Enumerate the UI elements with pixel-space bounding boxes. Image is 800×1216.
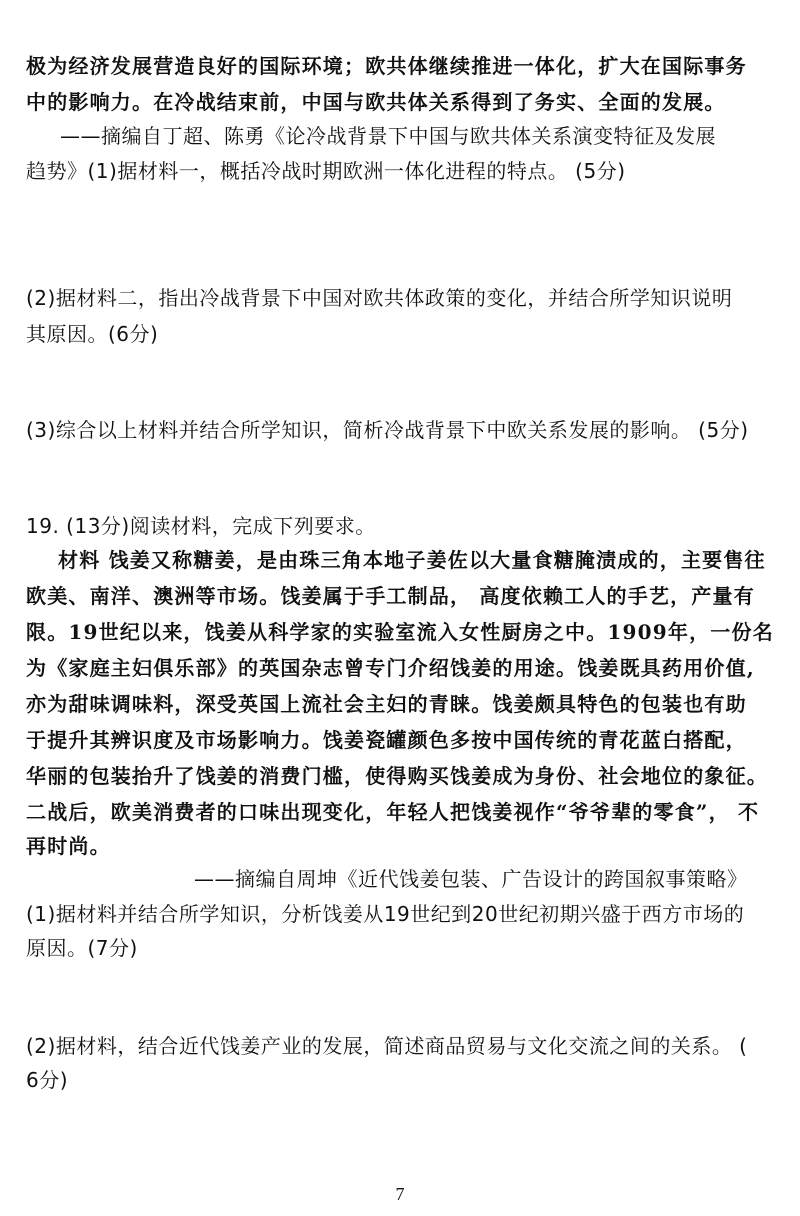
question-19-1-line-1: (1)据材料并结合所学知识，分析饯姜从19世纪到20世纪初期兴盛于西方市场的	[26, 902, 745, 926]
question-19-2-line-2: 6分)	[26, 1068, 69, 1092]
material-2-source-line-2: 趋势》(1)据材料一，概括冷战时期欧洲一体化进程的特点。 (5分)	[26, 159, 626, 183]
question-19-material-line-2: 欧美、南洋、澳洲等市场。饯姜属于手工制品， 高度依赖工人的手艺，产量有	[26, 584, 755, 608]
question-19-material-line-7: 华丽的包装抬升了饯姜的消费门槛，使得购买饯姜成为身份、社会地位的象征。	[26, 764, 768, 788]
question-18-3: (3)综合以上材料并结合所学知识，简析冷战背景下中欧关系发展的影响。 (5分)	[26, 418, 749, 442]
question-19-material-line-9: 再时尚。	[26, 834, 111, 858]
page-number: 7	[395, 1184, 405, 1204]
question-19-material-line-4: 为《家庭主妇俱乐部》的英国杂志曾专门介绍饯姜的用途。饯姜既具药用价值,	[26, 656, 755, 680]
question-18-2-line-2: 其原因。(6分)	[26, 322, 159, 346]
question-19-2-line-1: (2)据材料，结合近代饯姜产业的发展，简述商品贸易与文化交流之间的关系。 (	[26, 1034, 748, 1058]
material-2-source-line-1: ——摘编自丁超、陈勇《论冷战背景下中国与欧共体关系演变特征及发展	[60, 124, 716, 148]
question-19-material-line-5: 亦为甜味调味料，深受英国上流社会主妇的青睐。饯姜颇具特色的包装也有助	[26, 692, 747, 716]
material-2-line-2: 中的影响力。在冷战结束前，中国与欧共体关系得到了务实、全面的发展。	[26, 90, 726, 114]
question-19-material-line-1: 材料 饯姜又称糖姜，是由珠三角本地子姜佐以大量食糖腌渍成的，主要售往	[58, 548, 766, 572]
question-19-source: ——摘编自周坤《近代饯姜包装、广告设计的跨国叙事策略》	[194, 867, 748, 891]
question-18-2-line-1: (2)据材料二，指出冷战背景下中国对欧共体政策的变化，并结合所学知识说明	[26, 286, 733, 310]
question-19-material-line-6: 于提升其辨识度及市场影响力。饯姜瓷罐颜色多按中国传统的青花蓝白搭配，	[26, 728, 747, 752]
question-19-material-line-8: 二战后，欧美消费者的口味出现变化，年轻人把饯姜视作“爷爷辈的零食”， 不	[26, 800, 760, 824]
question-19-1-line-2: 原因。(7分)	[26, 936, 138, 960]
question-19-material-line-3: 限。19世纪以来，饯姜从科学家的实验室流入女性厨房之中。1909年，一份名	[26, 620, 774, 644]
question-19-header: 19. (13分)阅读材料，完成下列要求。	[26, 514, 376, 538]
material-2-line-1: 极为经济发展营造良好的国际环境；欧共体继续推进一体化，扩大在国际事务	[26, 54, 747, 78]
